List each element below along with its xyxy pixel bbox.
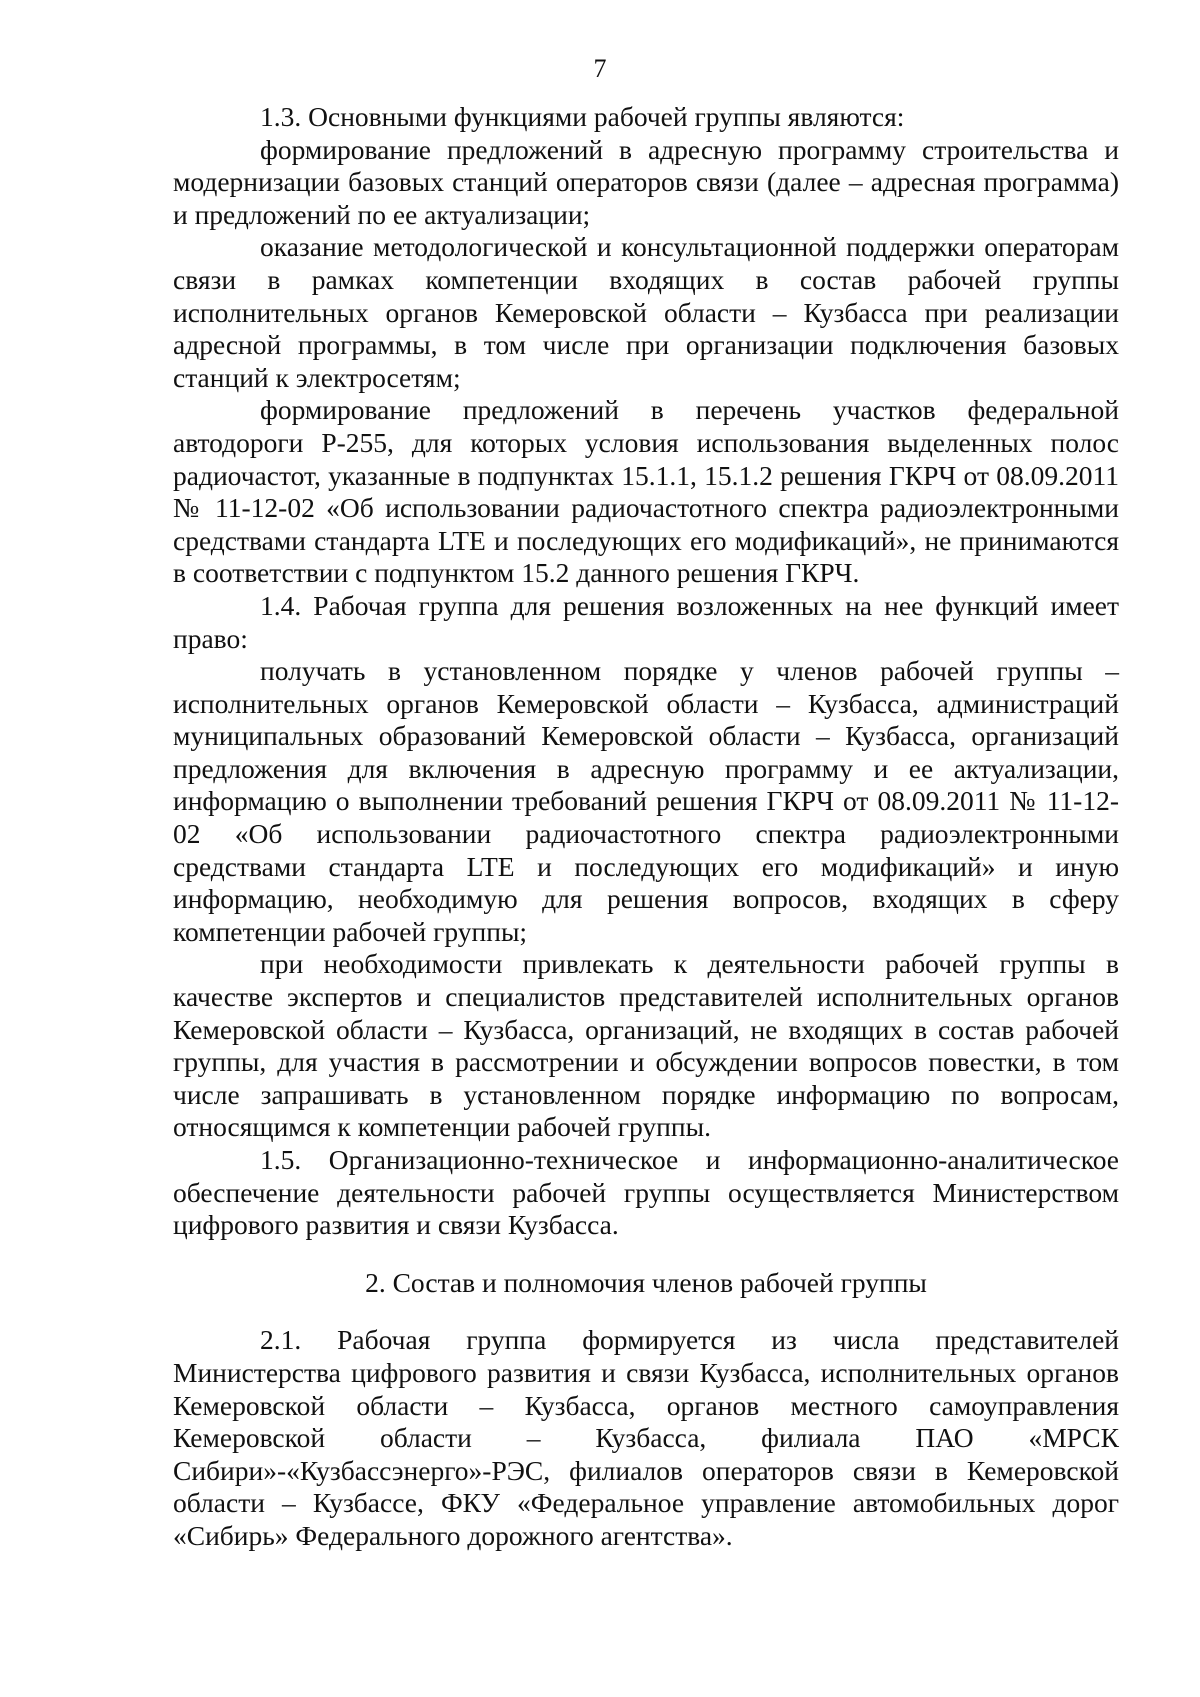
paragraph-right-involve: при необходимости привлекать к деятельности рабочей группы в качестве экспертов и специалистов представителей исполнительных органов Кемеровской области – Кузбасса, организаций, не входящих в состав рабочей группы, для участия в рассмотрении и обсуждении вопросов повестки, в том числе запрашивать в установленном порядке информацию по вопросам, относящимся к компетенции рабочей группы. bbox=[173, 948, 1119, 1143]
paragraph-1-3: 1.3. Основными функциями рабочей группы являются: bbox=[260, 101, 905, 132]
paragraph-1-4: 1.4. Рабочая группа для решения возложенных на нее функций имеет право: bbox=[173, 589, 1119, 654]
paragraph-function-road-list: формирование предложений в перечень участков федеральной автодороги Р-255, для которых условия использования выделенных полос радиочастот, указанные в подпунктах 15.1.1, 15.1.2 решения ГКРЧ от 08.09.2011 № 11-12-02 «Об использовании радиочастотного спектра радиоэлектронными средствами стандарта LTE и последующих его модификаций», не принимаются в соответствии с подпунктом 15.2 данного решения ГКРЧ. bbox=[173, 394, 1119, 589]
paragraph-right-receive: получать в установленном порядке у членов рабочей группы – исполнительных органов Кемеровской области – Кузбасса, администраций муниципальных образований Кемеровской области – Кузбасса, организаций предложения для включения в адресную программу и ее актуализации, информацию о выполнении требований решения ГКРЧ от 08.09.2011 № 11-12-02 «Об использовании радиочастотного спектра радиоэлектронными средствами стандарта LTE и последующих его модификаций» и иную информацию, необходимую для решения вопросов, входящих в сферу компетенции рабочей группы; bbox=[173, 655, 1119, 947]
paragraph-function-address-program: формирование предложений в адресную программу строительства и модернизации базовых станций операторов связи (далее – адресная программа) и предложений по ее актуализации; bbox=[173, 133, 1119, 230]
paragraph-1-5: 1.5. Организационно-техническое и информационно-аналитическое обеспечение деятельности рабочей группы осуществляется Министерством цифрового развития и связи Кузбасса. bbox=[173, 1144, 1119, 1241]
paragraph-2-1: 2.1. Рабочая группа формируется из числа представителей Министерства цифрового развития и связи Кузбасса, исполнительных органов Кемеровской области – Кузбасса, органов местного самоуправления Кемеровской области – Кузбасса, филиала ПАО «МРСК Сибири»-«Кузбассэнерго»-РЭС, филиалов операторов связи в Кемеровской области – Кузбассе, ФКУ «Федеральное управление автомобильных дорог «Сибирь» Федерального дорожного агентства». bbox=[173, 1324, 1119, 1551]
paragraph-function-support: оказание методологической и консультационной поддержки операторам связи в рамках компетенции входящих в состав рабочей группы исполнительных органов Кемеровской области – Кузбасса при реализации адресной программы, в том числе при организации подключения базовых станций к электросетям; bbox=[173, 231, 1119, 393]
page-number: 7 bbox=[593, 54, 607, 83]
document-body bbox=[173, 101, 1119, 1553]
section-heading: 2. Состав и полномочия членов рабочей группы bbox=[365, 1266, 927, 1298]
